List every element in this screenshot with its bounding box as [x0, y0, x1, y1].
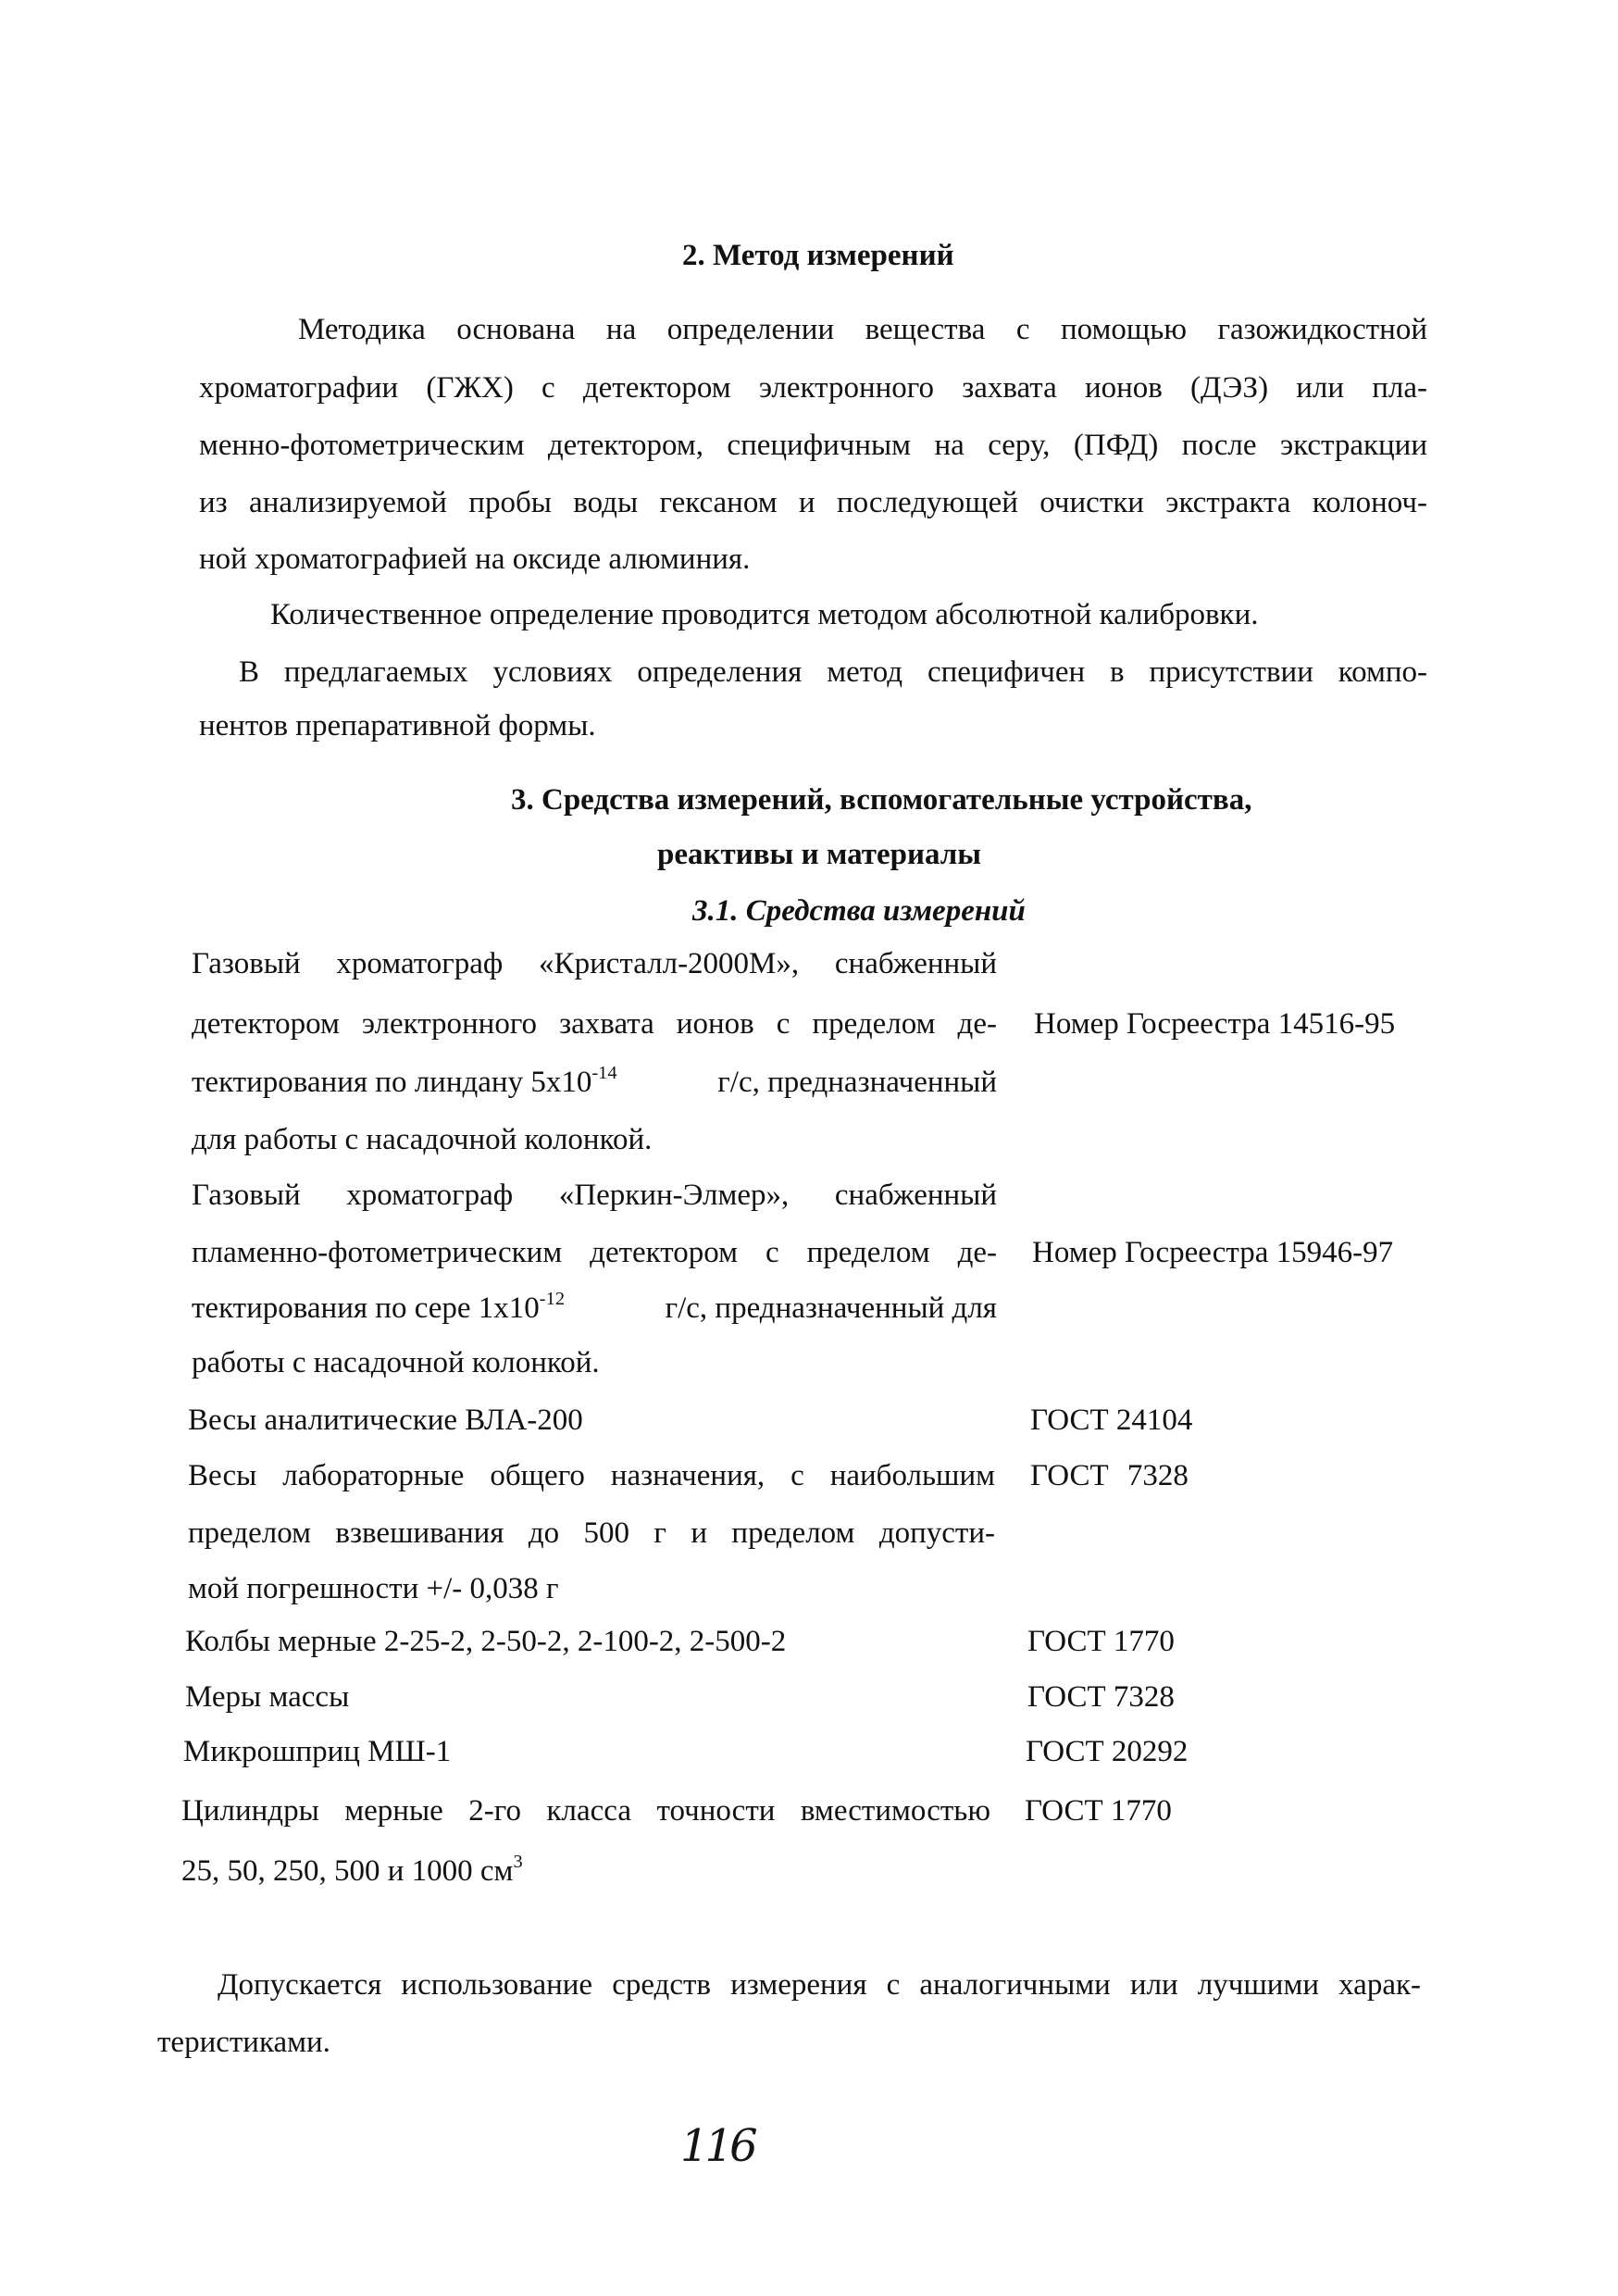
weights-reference: ГОСТ 7328: [1027, 1680, 1175, 1714]
section-2-line-2: хроматографии (ГЖХ) с детектором электронного захвата ионов (ДЭЗ) или пла-: [199, 371, 1427, 405]
chromatograph-2-reference: Номер Госреестра 15946-97: [1032, 1236, 1394, 1269]
scales-lab-line-2: пределом взвешивания до 500 г и пределом допусти-: [188, 1516, 995, 1550]
chromatograph-2-line-2: пламенно-фотометрическим детектором с пределом де-: [192, 1236, 997, 1269]
footer-note-line-2: теристиками.: [157, 2026, 330, 2059]
section-3-1-subheading: 3.1. Средства измерений: [692, 894, 1026, 928]
page-number: 116: [680, 2120, 754, 2172]
chromatograph-2-line-4: работы с насадочной колонкой.: [192, 1346, 600, 1379]
chromatograph-1-line-3: [192, 1062, 997, 1099]
section-2-line-5: ной хроматографией на оксиде алюминия.: [199, 543, 751, 576]
section-2-line-4: из анализируемой пробы воды гексаном и последующей очистки экстракта колоноч-: [199, 486, 1427, 519]
chromatograph-1-sensitivity: тектирования по линдану $5х10^{-14}$: [192, 1062, 617, 1099]
chromatograph-2-sensitivity: тектирования по сере $1х10^{-12}$: [192, 1288, 566, 1325]
cylinders-line-1: Цилиндры мерные 2-го класса точности вместимостью: [181, 1794, 990, 1828]
scales-analytical-reference: ГОСТ 24104: [1030, 1404, 1193, 1437]
chromatograph-1-purpose: г/с, предназначенный: [717, 1066, 997, 1099]
section-2-paragraph-2: Количественное определение проводится методом абсолютной калибровки.: [270, 598, 1259, 631]
chromatograph-1-reference: Номер Госреестра 14516-95: [1034, 1007, 1396, 1041]
weights-text: Меры массы: [185, 1680, 350, 1714]
chromatograph-2-purpose: г/с, предназначенный для: [665, 1292, 997, 1325]
cylinders-reference: ГОСТ 1770: [1025, 1794, 1172, 1828]
scales-analytical-text: Весы аналитические ВЛА-200: [188, 1404, 583, 1437]
microsyringe-text: Микрошприц МШ-1: [183, 1735, 452, 1768]
section-2-line-3: менно-фотометрическим детектором, специфичным на серу, (ПФД) после экстракции: [199, 429, 1427, 462]
section-2-paragraph-3-line-1: В предлагаемых условиях определения метод специфичен в присутствии компо-: [239, 655, 1427, 689]
microsyringe-reference: ГОСТ 20292: [1026, 1735, 1189, 1768]
footer-note-line-1: Допускается использование средств измерения с аналогичными или лучшими харак-: [218, 1968, 1421, 2002]
cylinders-line-2: 25, 50, 250, 500 и 1000 $см^3$: [181, 1851, 523, 1888]
flasks-reference: ГОСТ 1770: [1027, 1625, 1175, 1658]
section-3-heading-line-1: 3. Средства измерений, вспомогательные устройства,: [511, 783, 1252, 817]
scales-lab-line-3: мой погрешности +/- 0,038 г: [188, 1572, 559, 1605]
chromatograph-2-line-3: [192, 1288, 997, 1325]
chromatograph-2-line-1: Газовый хроматограф «Перкин-Элмер», снабженный: [192, 1179, 997, 1212]
chromatograph-1-line-1: Газовый хроматограф «Кристалл-2000М», снабженный: [192, 947, 997, 980]
section-2-line-1: Методика основана на определении вещества с помощью газожидкостной: [298, 313, 1427, 346]
flasks-text: Колбы мерные 2-25-2, 2-50-2, 2-100-2, 2-500-2: [185, 1625, 787, 1658]
cubic-superscript: 3: [513, 1851, 523, 1872]
chromatograph-1-line-2: детектором электронного захвата ионов с пределом де-: [192, 1007, 997, 1041]
chromatograph-1-line-4: для работы с насадочной колонкой.: [192, 1123, 653, 1156]
section-2-heading: 2. Метод измерений: [682, 239, 954, 272]
scales-lab-reference: ГОСТ 7328: [1030, 1459, 1189, 1492]
section-3-heading-line-2: реактивы и материалы: [657, 838, 982, 871]
section-2-paragraph-3-line-2: нентов препаративной формы.: [199, 709, 596, 742]
scales-lab-line-1: Весы лабораторные общего назначения, с наибольшим: [188, 1459, 995, 1492]
